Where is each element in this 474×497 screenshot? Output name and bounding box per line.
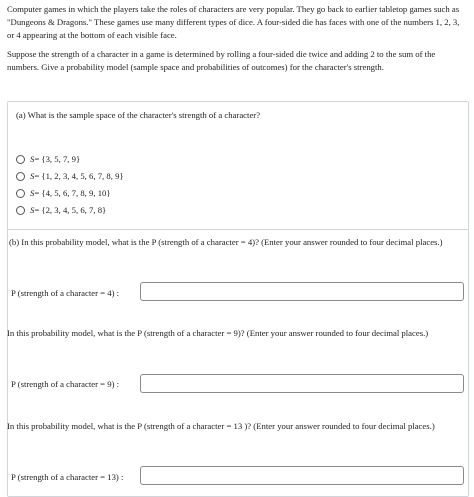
part-a-question: (a) What is the sample space of the character's strength of a character? — [16, 110, 261, 120]
radio-button[interactable] — [16, 206, 25, 215]
option-2-symbol: S — [30, 171, 35, 181]
radio-button[interactable] — [16, 155, 25, 164]
radio-button[interactable] — [16, 172, 25, 181]
option-3-symbol: S — [30, 188, 35, 198]
part-d-question: In this probability model, what is the P (strength of a character = 13 )? (Enter your answer rounded to four decimal places.) — [7, 421, 435, 431]
part-d-answer-input[interactable] — [140, 466, 464, 485]
part-d-label: P (strength of a character = 13) : — [11, 472, 124, 482]
option-1-symbol: S — [30, 154, 35, 164]
sample-space-option-2[interactable] — [16, 169, 124, 183]
option-4-set: = {2, 3, 4, 5, 6, 7, 8} — [34, 205, 107, 215]
part-b-label: P (strength of a character = 4) : — [11, 288, 120, 298]
option-1-set: = {3, 5, 7, 9} — [34, 154, 81, 164]
sample-space-option-3[interactable] — [16, 186, 111, 200]
option-2-set: = {1, 2, 3, 4, 5, 6, 7, 8, 9} — [34, 171, 124, 181]
problem-intro — [7, 3, 467, 80]
option-3-set: = {4, 5, 6, 7, 8, 9, 10} — [34, 188, 111, 198]
part-c-answer-input[interactable] — [140, 374, 464, 393]
part-c-label: P (strength of a character = 9) : — [11, 379, 120, 389]
radio-button[interactable] — [16, 189, 25, 198]
part-b-answer-input[interactable] — [140, 282, 464, 301]
part-b-question: (b) In this probability model, what is the P (strength of a character = 4)? (Enter your answer rounded to four decimal places.) — [9, 237, 443, 247]
part-c-question: In this probability model, what is the P (strength of a character = 9)? (Enter your answer rounded to four decimal places.) — [7, 328, 429, 338]
option-4-symbol: S — [30, 205, 35, 215]
intro-paragraph-1: Computer games in which the players take the roles of characters are very popular. They go back to earlier tabletop games such as "Dungeons & Dragons." These games use many different types of dice. A four-sided die has faces with one of the numbers 1, 2, 3, or 4 appearing at the bottom of each visible face. — [7, 4, 460, 40]
sample-space-option-1[interactable] — [16, 152, 80, 166]
sample-space-option-4[interactable] — [16, 203, 106, 217]
section-divider — [7, 229, 469, 230]
intro-paragraph-2: Suppose the strength of a character in a game is determined by rolling a four-sided die twice and adding 2 to the sum of the numbers. Give a probability model (sample space and probabilities of outcomes) for the character's strength. — [7, 49, 436, 72]
